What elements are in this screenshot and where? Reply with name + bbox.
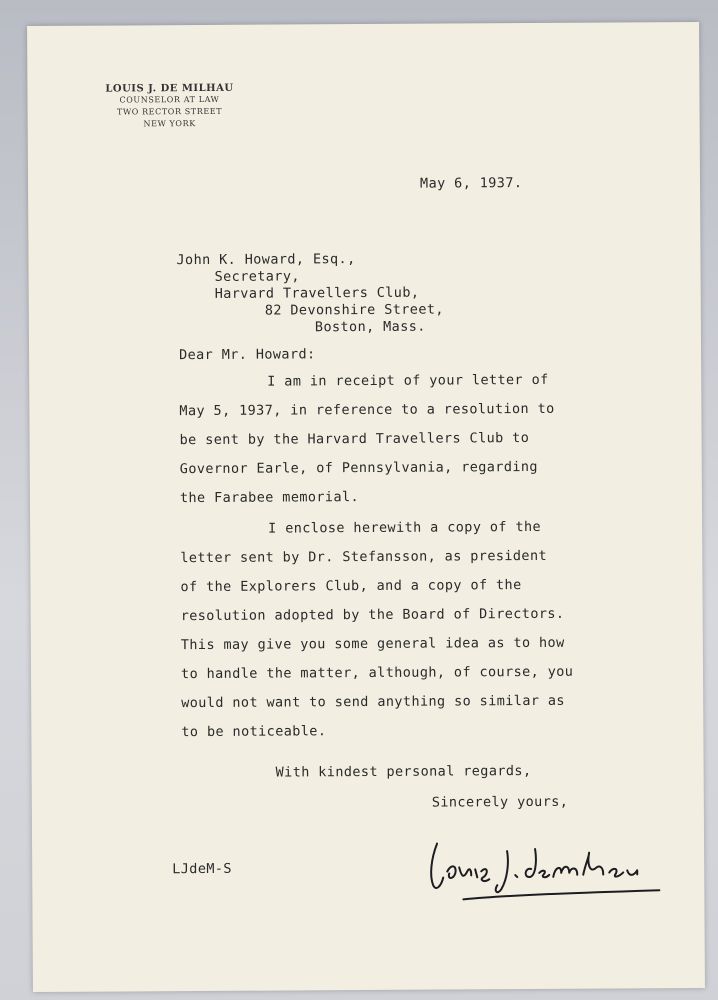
salutation: Dear Mr. Howard: (179, 346, 316, 364)
recipient-organization: Harvard Travellers Club, (214, 284, 420, 302)
body-line: Governor Earle, of Pennsylvania, regarding (179, 458, 538, 478)
body-line: May 5, 1937, in reference to a resolution to (179, 400, 555, 420)
body-line: the Farabee memorial. (179, 489, 360, 507)
recipient-city: Boston, Mass. (314, 318, 426, 336)
letterhead-title: COUNSELOR AT LAW (119, 94, 220, 105)
letterhead (79, 83, 259, 131)
recipient-name: John K. Howard, Esq., (176, 251, 356, 269)
letter-date: May 6, 1937. (419, 175, 523, 192)
letter-page (27, 22, 705, 992)
body-line: be sent by the Harvard Travellers Club to (179, 430, 530, 449)
letterhead-city: NEW YORK (143, 119, 196, 129)
body-line: to handle the matter, although, of course, you (180, 663, 574, 683)
recipient-title: Secretary, (214, 268, 300, 285)
signature-image (427, 812, 668, 903)
reference-initials: LJdeM-S (172, 860, 232, 878)
body-line: letter sent by Dr. Stefansson, as president (180, 547, 548, 567)
letterhead-name: LOUIS J. DE MILHAU (105, 82, 234, 95)
body-line: resolution adopted by the Board of Directors. (180, 605, 565, 625)
body-line: of the Explorers Club, and a copy of the (180, 577, 522, 596)
body-line: I am in receipt of your letter of (267, 371, 549, 390)
body-line: This may give you some general idea as to how (180, 634, 565, 654)
letterhead-street: TWO RECTOR STREET (116, 106, 223, 117)
body-line: would not want to send anything so similar as (181, 692, 565, 712)
body-line: I enclose herewith a copy of the (268, 518, 542, 537)
closing: Sincerely yours, (431, 793, 569, 811)
closing-regards: With kindest personal regards, (275, 762, 532, 781)
recipient-street: 82 Devonshire Street, (264, 301, 444, 319)
body-line: to be noticeable. (181, 723, 327, 741)
